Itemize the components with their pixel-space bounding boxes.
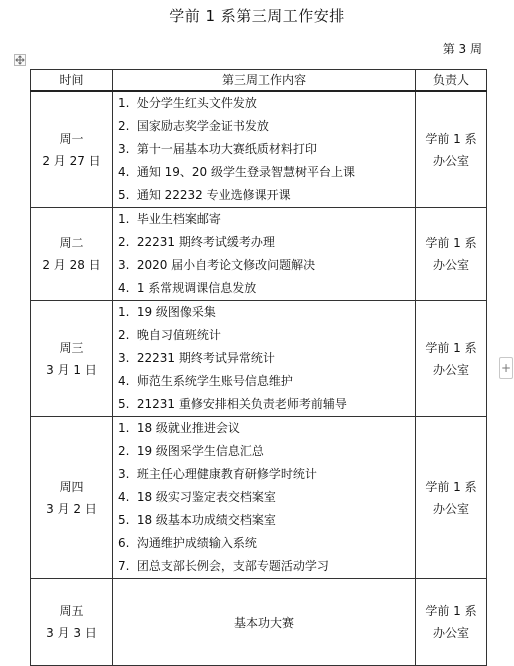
owner-cell [416, 208, 487, 301]
item-text: 19 级图采学生信息汇总 [136, 444, 264, 458]
task-cell [113, 301, 416, 417]
item-text: 师范生系统学生账号信息维护 [136, 374, 293, 388]
item-number: 1. [118, 96, 130, 110]
item-text: 第十一届基本功大赛纸质材料打印 [136, 142, 317, 156]
day-name: 周一 [59, 131, 84, 146]
item-text: 1 系常规调课信息发放 [136, 281, 257, 295]
item-text: 18 级基本功成绩交档案室 [136, 513, 276, 527]
item-number: 4. [118, 281, 130, 295]
item-text: 18 级就业推进会议 [136, 421, 240, 435]
list-item [118, 161, 415, 184]
list-item [118, 393, 415, 416]
day-cell [31, 579, 113, 666]
day-name: 周四 [59, 479, 84, 494]
owner-line1: 学前 1 系 [425, 236, 477, 250]
owner-cell [416, 91, 487, 208]
table-row [31, 417, 487, 579]
table-row [31, 91, 487, 208]
owner-line1: 学前 1 系 [425, 340, 477, 355]
task-cell [113, 417, 416, 579]
list-item [118, 509, 415, 532]
list-item [118, 277, 415, 300]
day-cell [31, 417, 113, 579]
list-item [118, 555, 415, 578]
list-item [118, 208, 415, 231]
item-number: 1. [118, 305, 130, 319]
item-number: 3. [118, 258, 130, 272]
day-name: 周五 [59, 604, 84, 618]
day-cell [31, 91, 113, 208]
item-text: 18 级实习鉴定表交档案室 [136, 490, 276, 504]
table-row [31, 301, 487, 417]
task-cell [113, 208, 416, 301]
add-column-icon[interactable]: + [499, 357, 513, 379]
item-number: 6. [118, 536, 130, 550]
task-list [118, 301, 415, 416]
item-text: 毕业生档案邮寄 [136, 212, 221, 226]
day-name: 周三 [59, 340, 84, 355]
list-item [118, 324, 415, 347]
owner-line1: 学前 1 系 [425, 131, 477, 146]
item-number: 1. [118, 421, 130, 435]
item-number: 3. [118, 142, 130, 156]
item-number: 2. [118, 235, 130, 249]
list-item [118, 231, 415, 254]
owner-line2: 办公室 [432, 501, 469, 516]
owner-line1: 学前 1 系 [425, 479, 477, 494]
day-date: 2 月 28 日 [42, 258, 101, 272]
item-text: 班主任心理健康教育研修学时统计 [136, 467, 317, 481]
owner-line2: 办公室 [432, 362, 469, 377]
list-item [118, 532, 415, 555]
list-item [118, 138, 415, 161]
item-number: 2. [118, 444, 130, 458]
item-text: 团总支部长例会，支部专题活动学习 [136, 559, 329, 573]
header-time: 时间 [31, 70, 113, 92]
item-text: 国家励志奖学金证书发放 [136, 119, 269, 133]
table-header-row [31, 70, 487, 92]
item-number: 3. [118, 467, 130, 481]
item-number: 5. [118, 188, 130, 202]
item-number: 4. [118, 374, 130, 388]
item-text: 晚自习值班统计 [136, 328, 221, 342]
header-content: 第三周工作内容 [113, 70, 416, 92]
list-item [118, 486, 415, 509]
day-date: 3 月 1 日 [46, 362, 97, 377]
list-item [118, 370, 415, 393]
item-number: 5. [118, 397, 130, 411]
item-number: 2. [118, 119, 130, 133]
list-item [118, 440, 415, 463]
item-text: 处分学生红头文件发放 [136, 96, 257, 110]
task-list [118, 208, 415, 300]
list-item [118, 92, 415, 115]
day-name: 周二 [59, 236, 84, 250]
list-item [118, 347, 415, 370]
item-text: 22231 期终考试异常统计 [136, 351, 275, 365]
item-text: 22231 期终考试缓考办理 [136, 235, 275, 249]
list-item [118, 417, 415, 440]
item-number: 3. [118, 351, 130, 365]
item-number: 1. [118, 212, 130, 226]
schedule-table [30, 69, 487, 666]
day-cell [31, 208, 113, 301]
item-number: 4. [118, 490, 130, 504]
table-row [31, 579, 487, 666]
owner-line2: 办公室 [432, 258, 469, 272]
task-cell-centered: 基本功大赛 [113, 579, 416, 666]
owner-cell [416, 417, 487, 579]
item-number: 7. [118, 559, 130, 573]
list-item [118, 463, 415, 486]
day-cell [31, 301, 113, 417]
item-number: 2. [118, 328, 130, 342]
item-number: 5. [118, 513, 130, 527]
list-item [118, 254, 415, 277]
item-text: 通知 22232 专业选修课开课 [136, 188, 291, 202]
day-date: 3 月 2 日 [46, 501, 97, 516]
header-owner: 负责人 [416, 70, 487, 92]
list-item [118, 184, 415, 207]
week-label: 第 3 周 [442, 42, 482, 56]
table-row [31, 208, 487, 301]
day-date: 3 月 3 日 [46, 626, 97, 640]
task-list [118, 417, 415, 578]
task-cell [113, 91, 416, 208]
owner-cell [416, 301, 487, 417]
owner-cell [416, 579, 487, 666]
item-text: 19 级图像采集 [136, 305, 216, 319]
list-item [118, 301, 415, 324]
item-text: 沟通维护成绩输入系统 [136, 536, 257, 550]
owner-line2: 办公室 [432, 626, 469, 640]
owner-line2: 办公室 [432, 153, 469, 168]
item-text: 21231 重修安排相关负责老师考前辅导 [136, 397, 347, 411]
table-move-handle-icon[interactable] [14, 54, 26, 66]
owner-line1: 学前 1 系 [425, 604, 477, 618]
page-title: 学前 1 系第三周工作安排 [169, 7, 345, 25]
item-text: 2020 届小自考论文修改问题解决 [136, 258, 316, 272]
item-text: 通知 19、20 级学生登录智慧树平台上课 [136, 165, 355, 179]
list-item [118, 115, 415, 138]
task-list [118, 92, 415, 207]
item-number: 4. [118, 165, 130, 179]
day-date: 2 月 27 日 [42, 153, 101, 168]
